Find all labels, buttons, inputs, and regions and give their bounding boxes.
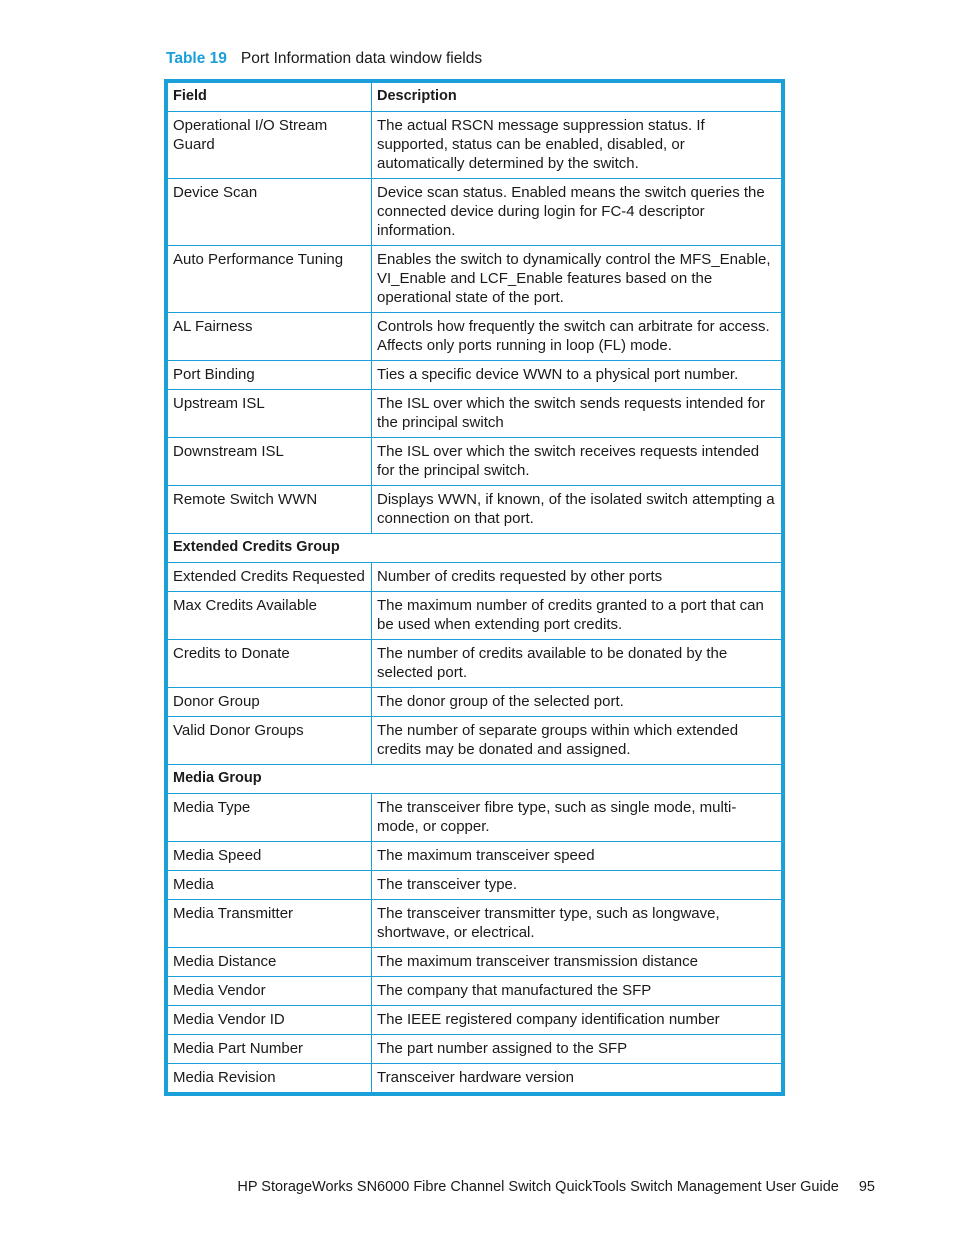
table-row bbox=[168, 246, 782, 313]
description-cell: The ISL over which the switch receives requests intended for the principal switch. bbox=[372, 438, 782, 486]
field-cell: Remote Switch WWN bbox=[168, 486, 372, 534]
table-row bbox=[168, 313, 782, 361]
table-row bbox=[168, 900, 782, 948]
description-cell: The transceiver transmitter type, such as longwave, shortwave, or electrical. bbox=[372, 900, 782, 948]
field-cell: Donor Group bbox=[168, 688, 372, 717]
table-row bbox=[168, 563, 782, 592]
description-cell: The part number assigned to the SFP bbox=[372, 1035, 782, 1064]
page-footer bbox=[237, 1179, 875, 1195]
field-cell: Media Revision bbox=[168, 1064, 372, 1093]
description-cell: The donor group of the selected port. bbox=[372, 688, 782, 717]
table-row bbox=[168, 361, 782, 390]
field-cell: Device Scan bbox=[168, 179, 372, 246]
field-cell: Media Transmitter bbox=[168, 900, 372, 948]
field-cell: Max Credits Available bbox=[168, 592, 372, 640]
group-header-row bbox=[168, 534, 782, 563]
description-cell: Number of credits requested by other ports bbox=[372, 563, 782, 592]
description-cell: The number of separate groups within which extended credits may be donated and assigned. bbox=[372, 717, 782, 765]
table-row bbox=[168, 179, 782, 246]
description-cell: The maximum transceiver speed bbox=[372, 842, 782, 871]
port-information-table bbox=[164, 79, 785, 1096]
description-cell: Device scan status. Enabled means the switch queries the connected device during login for FC-4 descriptor information. bbox=[372, 179, 782, 246]
description-cell: The maximum number of credits granted to a port that can be used when extending port credits. bbox=[372, 592, 782, 640]
page-number: 95 bbox=[858, 1179, 875, 1195]
group-label: Media Group bbox=[168, 765, 782, 794]
column-header-description: Description bbox=[372, 83, 782, 112]
field-cell: Port Binding bbox=[168, 361, 372, 390]
table-caption bbox=[166, 50, 482, 68]
column-header-field: Field bbox=[168, 83, 372, 112]
table-body bbox=[168, 112, 782, 1093]
field-cell: Media Vendor ID bbox=[168, 1006, 372, 1035]
table-header-row bbox=[168, 83, 782, 112]
guide-title: HP StorageWorks SN6000 Fibre Channel Switch QuickTools Switch Management User Guide bbox=[237, 1179, 839, 1195]
table-row bbox=[168, 1006, 782, 1035]
description-cell: The company that manufactured the SFP bbox=[372, 977, 782, 1006]
group-header-row bbox=[168, 765, 782, 794]
field-cell: Media Distance bbox=[168, 948, 372, 977]
field-cell: AL Fairness bbox=[168, 313, 372, 361]
table-row bbox=[168, 592, 782, 640]
description-cell: Enables the switch to dynamically control the MFS_Enable, VI_Enable and LCF_Enable features based on the operational state of the port. bbox=[372, 246, 782, 313]
table-row bbox=[168, 486, 782, 534]
description-cell: The IEEE registered company identification number bbox=[372, 1006, 782, 1035]
table-row bbox=[168, 794, 782, 842]
table-row bbox=[168, 977, 782, 1006]
table-number: Table 19 bbox=[166, 50, 227, 67]
table-row bbox=[168, 640, 782, 688]
description-cell: The transceiver type. bbox=[372, 871, 782, 900]
field-cell: Upstream ISL bbox=[168, 390, 372, 438]
field-cell: Credits to Donate bbox=[168, 640, 372, 688]
field-cell: Media Speed bbox=[168, 842, 372, 871]
description-cell: The actual RSCN message suppression status. If supported, status can be enabled, disabled, or automatically determined by the switch. bbox=[372, 112, 782, 179]
table-row bbox=[168, 871, 782, 900]
field-cell: Auto Performance Tuning bbox=[168, 246, 372, 313]
field-cell: Media Part Number bbox=[168, 1035, 372, 1064]
description-cell: The number of credits available to be donated by the selected port. bbox=[372, 640, 782, 688]
table-row bbox=[168, 390, 782, 438]
description-cell: The ISL over which the switch sends requests intended for the principal switch bbox=[372, 390, 782, 438]
description-cell: The transceiver fibre type, such as single mode, multi-mode, or copper. bbox=[372, 794, 782, 842]
table-row bbox=[168, 438, 782, 486]
table-row bbox=[168, 842, 782, 871]
table-row bbox=[168, 112, 782, 179]
description-cell: Transceiver hardware version bbox=[372, 1064, 782, 1093]
field-cell: Valid Donor Groups bbox=[168, 717, 372, 765]
table-row bbox=[168, 1035, 782, 1064]
field-cell: Downstream ISL bbox=[168, 438, 372, 486]
field-cell: Media Type bbox=[168, 794, 372, 842]
field-cell: Operational I/O Stream Guard bbox=[168, 112, 372, 179]
table-row bbox=[168, 948, 782, 977]
table-row bbox=[168, 717, 782, 765]
table-row bbox=[168, 688, 782, 717]
field-cell: Media bbox=[168, 871, 372, 900]
field-cell: Media Vendor bbox=[168, 977, 372, 1006]
table-title: Port Information data window fields bbox=[240, 50, 483, 67]
description-cell: The maximum transceiver transmission distance bbox=[372, 948, 782, 977]
group-label: Extended Credits Group bbox=[168, 534, 782, 563]
field-cell: Extended Credits Requested bbox=[168, 563, 372, 592]
table-row bbox=[168, 1064, 782, 1093]
description-cell: Ties a specific device WWN to a physical port number. bbox=[372, 361, 782, 390]
description-cell: Displays WWN, if known, of the isolated switch attempting a connection on that port. bbox=[372, 486, 782, 534]
description-cell: Controls how frequently the switch can arbitrate for access. Affects only ports running in loop (FL) mode. bbox=[372, 313, 782, 361]
